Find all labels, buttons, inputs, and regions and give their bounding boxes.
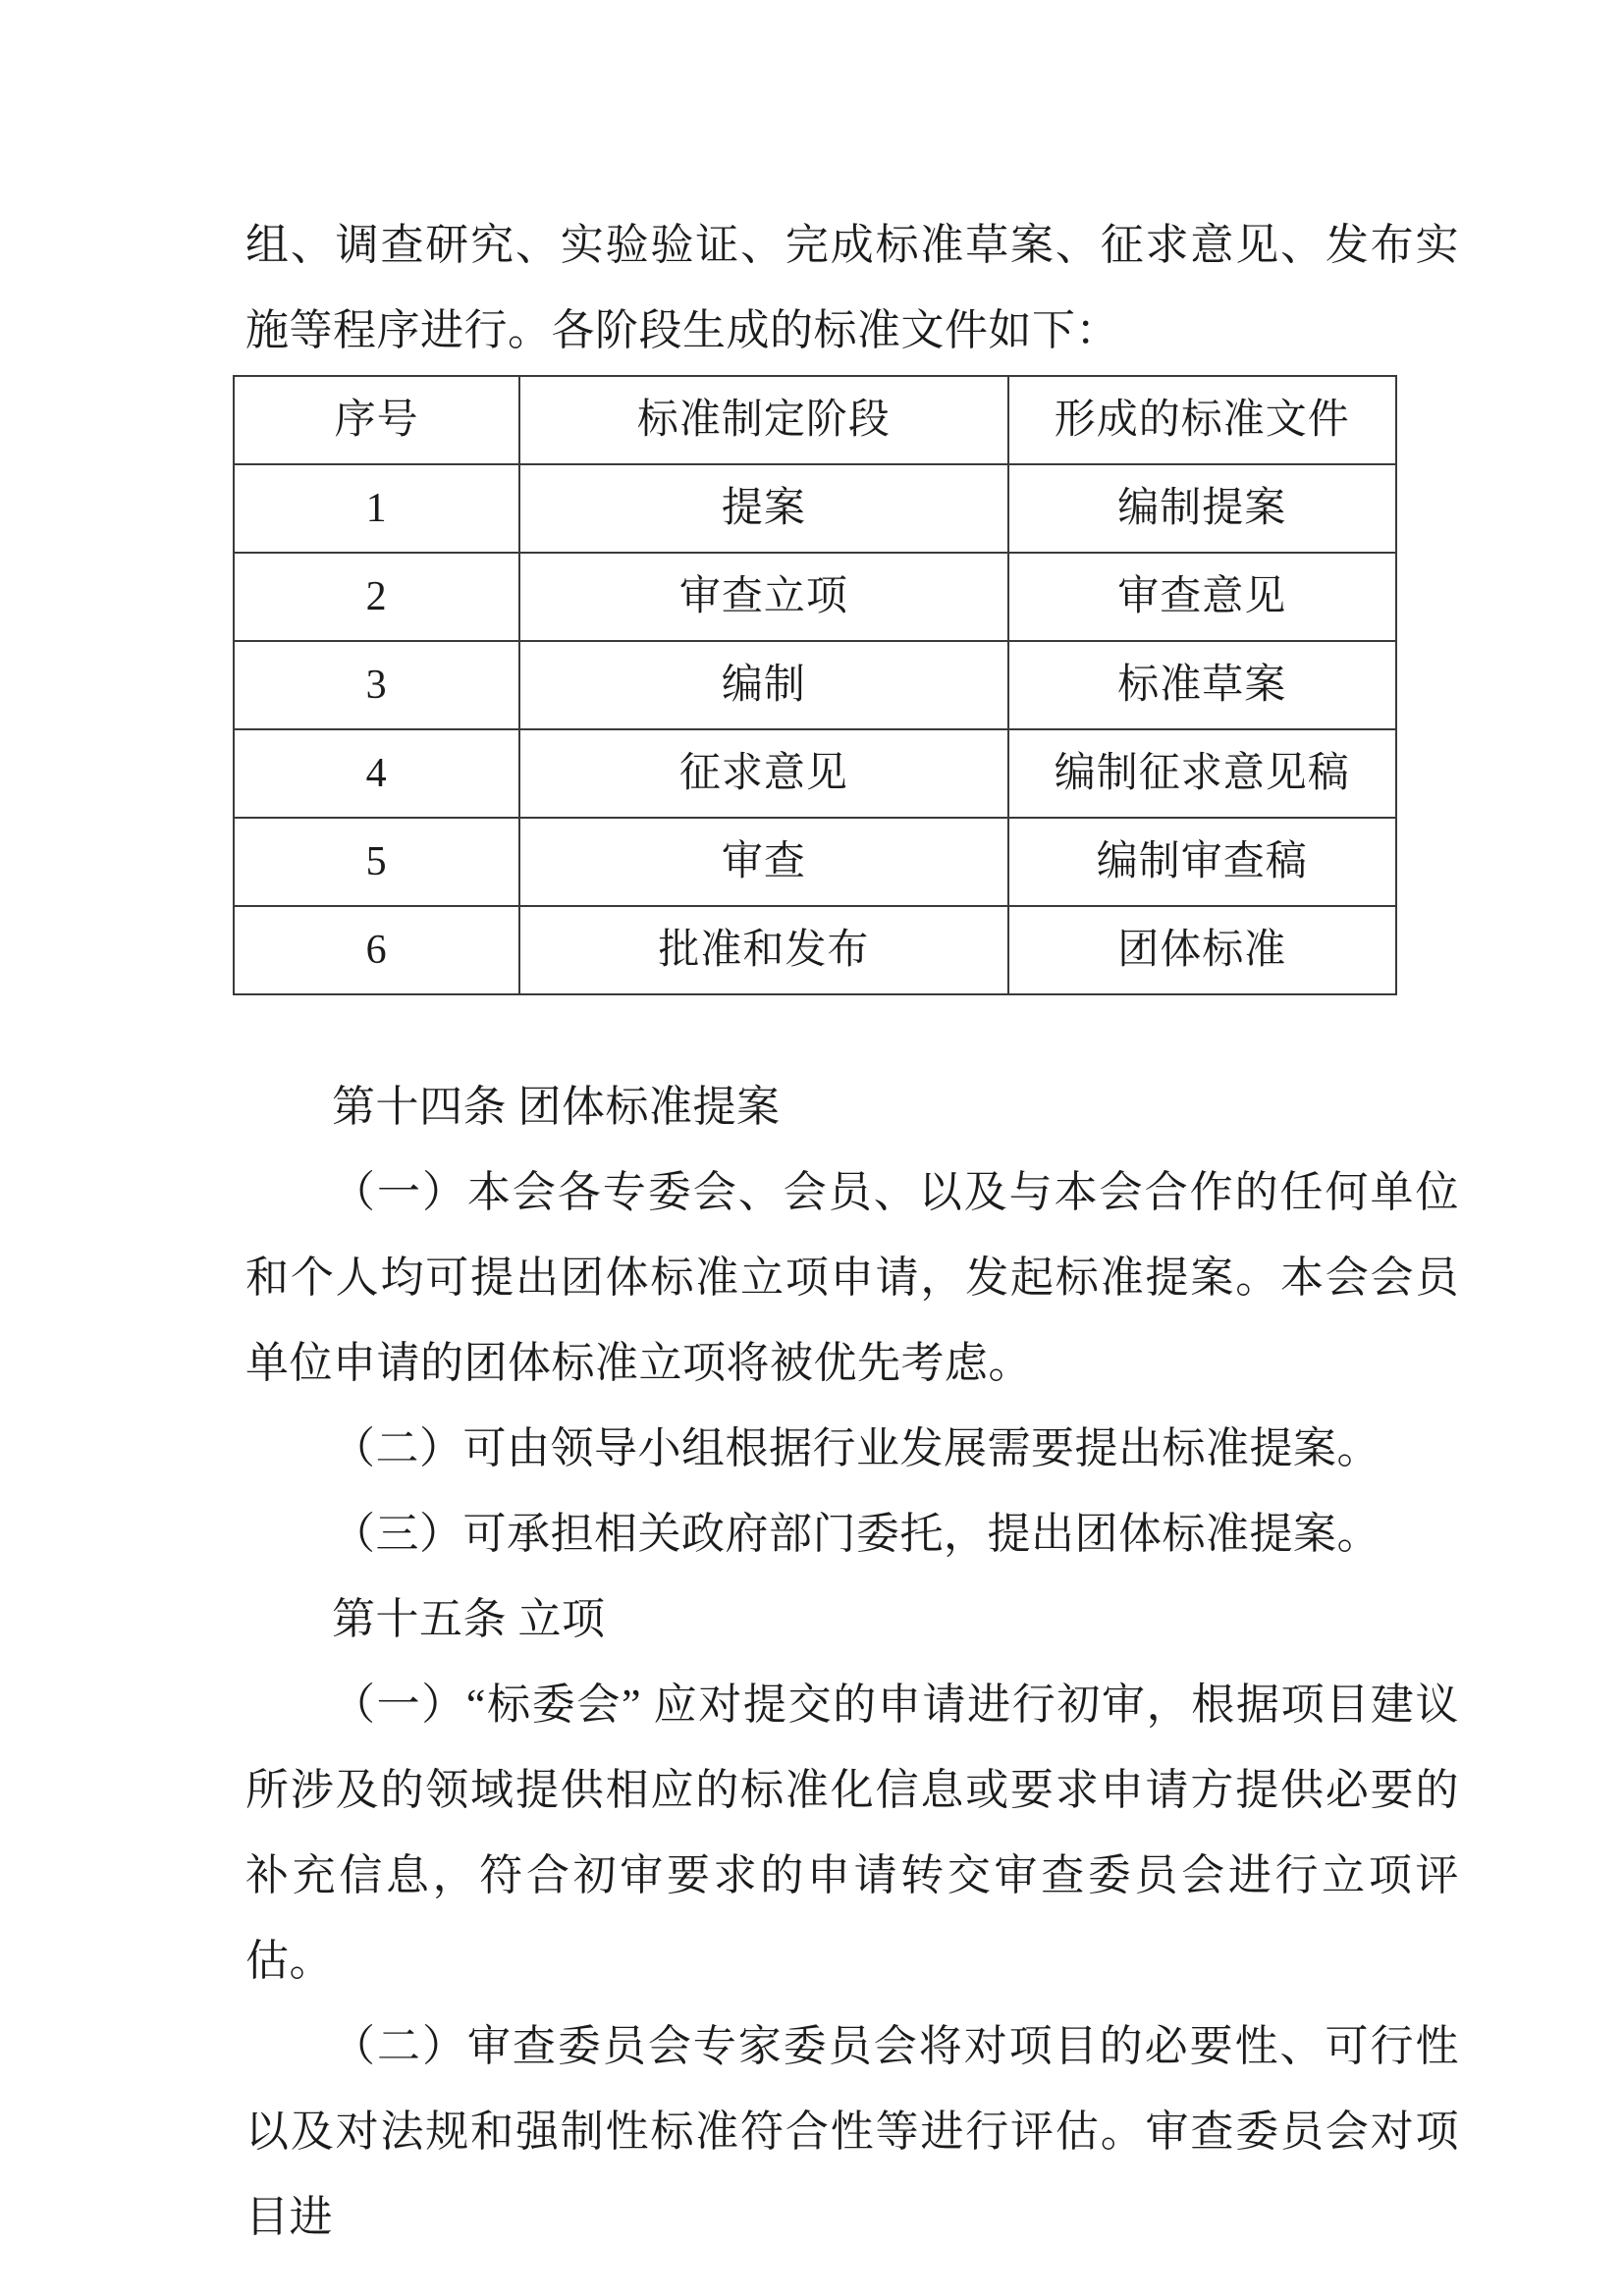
table-cell: 审查 <box>519 818 1007 906</box>
table-cell: 2 <box>234 553 519 641</box>
table-row <box>234 464 1396 553</box>
table-cell: 编制审查稿 <box>1008 818 1396 906</box>
table-cell: 征求意见 <box>519 729 1007 818</box>
table-cell: 审查意见 <box>1008 553 1396 641</box>
table-cell: 4 <box>234 729 519 818</box>
paragraph-15-item-2: （二）审查委员会专家委员会将对项目的必要性、可行性以及对法规和强制性标准符合性等进行评估。审查委员会对项目进 <box>245 2022 1459 2241</box>
table-row <box>234 641 1396 729</box>
article-heading-14: 第十四条 团体标准提案 <box>332 1083 781 1131</box>
article-heading-15: 第十五条 立项 <box>332 1595 606 1643</box>
column-header-document: 形成的标准文件 <box>1008 376 1396 464</box>
table-cell: 提案 <box>519 464 1007 553</box>
table-row <box>234 906 1396 994</box>
lead-paragraph: 组、调查研究、实验验证、完成标准草案、征求意见、发布实施等程序进行。各阶段生成的标准文件如下： <box>245 221 1459 354</box>
paragraph-15-item-1: （一）“标委会” 应对提交的申请进行初审，根据项目建议所涉及的领域提供相应的标准化信息或要求申请方提供必要的补充信息，符合初审要求的申请转交审查委员会进行立项评估。 <box>245 1681 1459 1985</box>
paragraph-14-item-1: （一）本会各专委会、会员、以及与本会合作的任何单位和个人均可提出团体标准立项申请，发起标准提案。本会会员单位申请的团体标准立项将被优先考虑。 <box>245 1168 1459 1387</box>
column-header-stage: 标准制定阶段 <box>519 376 1007 464</box>
table-cell: 团体标准 <box>1008 906 1396 994</box>
table-cell: 编制提案 <box>1008 464 1396 553</box>
table-cell: 审查立项 <box>519 553 1007 641</box>
table-row <box>234 553 1396 641</box>
table-cell: 5 <box>234 818 519 906</box>
paragraph-14-item-3: （三）可承担相关政府部门委托，提出团体标准提案。 <box>332 1510 1380 1558</box>
table-cell: 批准和发布 <box>519 906 1007 994</box>
table-header-row <box>234 376 1396 464</box>
table-cell: 编制征求意见稿 <box>1008 729 1396 818</box>
table-cell: 3 <box>234 641 519 729</box>
table-row <box>234 729 1396 818</box>
paragraph-14-item-2: （二）可由领导小组根据行业发展需要提出标准提案。 <box>332 1424 1380 1472</box>
table-cell: 标准草案 <box>1008 641 1396 729</box>
table-cell: 6 <box>234 906 519 994</box>
table-cell: 1 <box>234 464 519 553</box>
table-row <box>234 818 1396 906</box>
standards-stage-table <box>233 375 1397 995</box>
table-cell: 编制 <box>519 641 1007 729</box>
column-header-seq: 序号 <box>234 376 519 464</box>
